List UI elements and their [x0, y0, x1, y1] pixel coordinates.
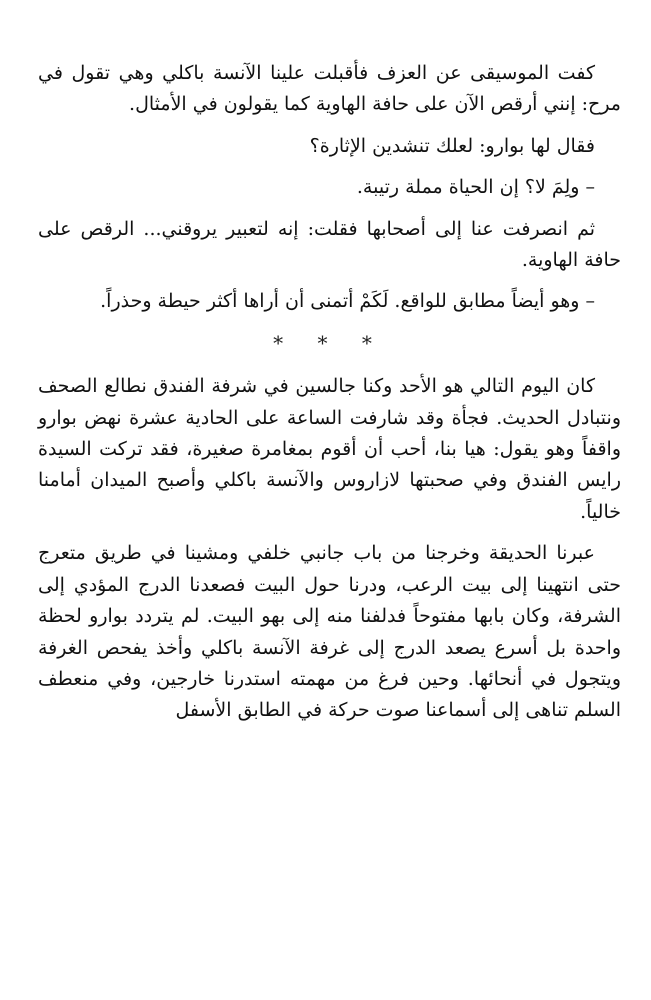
paragraph-dancing-edge: ثم انصرفت عنا إلى أصحابها فقلت: إنه لتعبير يروقني... الرقص على حافة الهاوية. — [38, 217, 621, 272]
section-break-asterisks: * * * — [273, 330, 386, 355]
paragraph-poirot-question: فقال لها بوارو: لعلك تنشدين الإثارة؟ — [309, 134, 595, 157]
paragraph-house-search: عبرنا الحديقة وخرجنا من باب جانبي خلفي ومشينا في طريق متعرج حتى انتهينا إلى بيت الرعب، ودرنا حول البيت فصعدنا الدرج المؤدي إلى الشرفة، وكان بابها مفتوحاً فدلفنا منه إلى بهو البيت. لم يتردد بوارو لحظة واحدة بل أسرع يصعد الدرج إلى غرفة الآنسة باكلي وأخذ يفحص الغرفة ويتجول في أنحائها. وحين فرغ من مهمته استدرنا خارجين، وفي منعطف السلم تناهى إلى أسماعنا صوت حركة في الطابق الأسفل — [38, 542, 621, 722]
paragraph-sunday-terrace: كان اليوم التالي هو الأحد وكنا جالسين في شرفة الفندق نطالع الصحف ونتبادل الحديث. فجأة وقد شارفت الساعة على الحادية عشرة نهض بوارو واقفاً وهو يقول: هيا بنا، أحب أن أقوم بمغامرة صغيرة، فقد تركت السيدة رايس الفندق وفي صحبتها لازاروس والآنسة باكلي وأصبح الميدان أمامنا خالياً. — [38, 375, 621, 523]
paragraph-music-stopped: كفت الموسيقى عن العزف فأقبلت علينا الآنسة باكلي وهي تقول في مرح: إنني أرقص الآن على حافة الهاوية كما يقولون في الأمثال. — [38, 62, 621, 116]
paragraph-more-careful: – وهو أيضاً مطابق للواقع. لَكَمْ أتمنى أن أراها أكثر حيطة وحذراً. — [100, 290, 595, 313]
paragraph-life-boring: – ولِمَ لا؟ إن الحياة مملة رتيبة. — [356, 176, 595, 199]
book-page — [38, 58, 621, 737]
